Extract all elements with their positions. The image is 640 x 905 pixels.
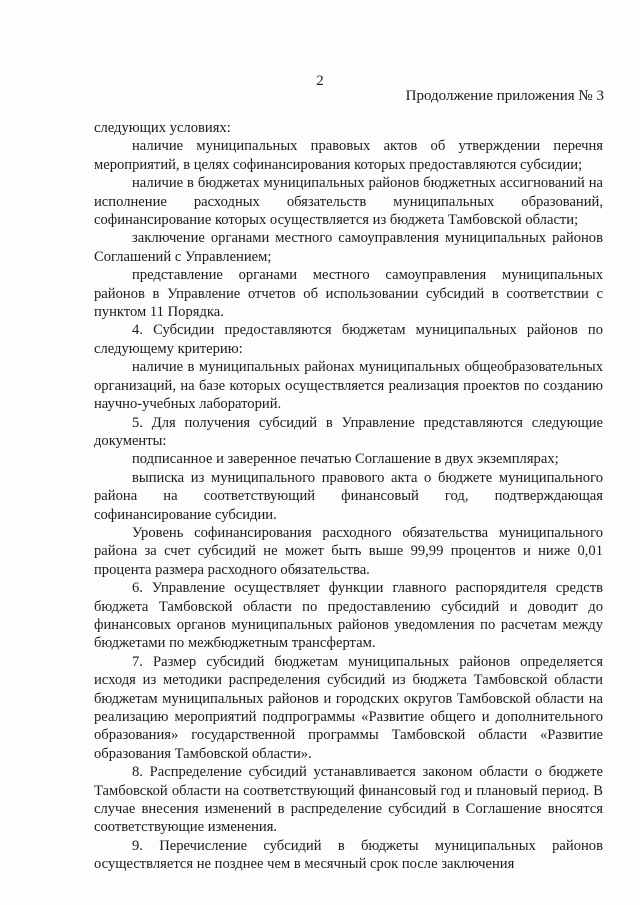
- paragraph: 8. Распределение субсидий устанавливается законом области о бюджете Тамбовской области на соответствующий финансовый год и плановый период. В случае внесения изменений в распределение субсидий в Соглашение вносятся соответствующие изменения.: [94, 764, 603, 836]
- paragraph: 9. Перечисление субсидий в бюджеты муниципальных районов осуществляется не позднее чем в месячный срок после заключения: [94, 837, 603, 873]
- appendix-continuation-header: Продолжение приложения № 3: [405, 88, 604, 104]
- paragraph: подписанное и заверенное печатью Соглашение в двух экземплярах;: [132, 451, 559, 468]
- paragraph: представление органами местного самоуправления муниципальных районов в Управление отчетов об использовании субсидий в соответствии с пунктом 11 Порядка.: [94, 267, 603, 321]
- paragraph: Уровень софинансирования расходного обязательства муниципального района за счет субсидий не может быть выше 99,99 процентов и ниже 0,01 процента размера расходного обязательства.: [94, 524, 603, 578]
- paragraph: наличие в муниципальных районах муниципальных общеобразовательных организаций, на базе которых осуществляется реализация проектов по созданию научно-учебных лабораторий.: [94, 359, 603, 413]
- paragraph: следующих условиях:: [94, 120, 231, 136]
- paragraph: наличие в бюджетах муниципальных районов бюджетных ассигнований на исполнение расходных обязательств муниципальных образований, софинансирование которых осуществляется из бюджета Тамбовской области;: [94, 175, 603, 229]
- document-body: [94, 119, 603, 874]
- paragraph: 5. Для получения субсидий в Управление представляются следующие документы:: [94, 414, 603, 449]
- paragraph: заключение органами местного самоуправления муниципальных районов Соглашений с Управлением;: [94, 230, 603, 265]
- paragraph: наличие муниципальных правовых актов об утверждении перечня мероприятий, в целях софинансирования которых предоставляются субсидии;: [94, 138, 603, 173]
- paragraph: 7. Размер субсидий бюджетам муниципальных районов определяется исходя из методики распределения субсидий из бюджета Тамбовской области бюджетам муниципальных районов и городских округов Тамбовской области на реализацию мероприятий подпрограммы «Развитие общего и дополнительного образования» государственной программы Тамбовской области «Развитие образования Тамбовской области».: [94, 653, 603, 762]
- page-number: 2: [316, 73, 324, 89]
- paragraph: выписка из муниципального правового акта о бюджете муниципального района на соответствующий финансовый год, подтверждающая софинансирование субсидии.: [94, 469, 603, 523]
- paragraph: 6. Управление осуществляет функции главного распорядителя средств бюджета Тамбовской области по предоставлению субсидий и доводит до финансовых органов муниципальных районов уведомления по расчетам между бюджетами по межбюджетным трансфертам.: [94, 580, 603, 652]
- paragraph: 4. Субсидии предоставляются бюджетам муниципальных районов по следующему критерию:: [94, 322, 603, 357]
